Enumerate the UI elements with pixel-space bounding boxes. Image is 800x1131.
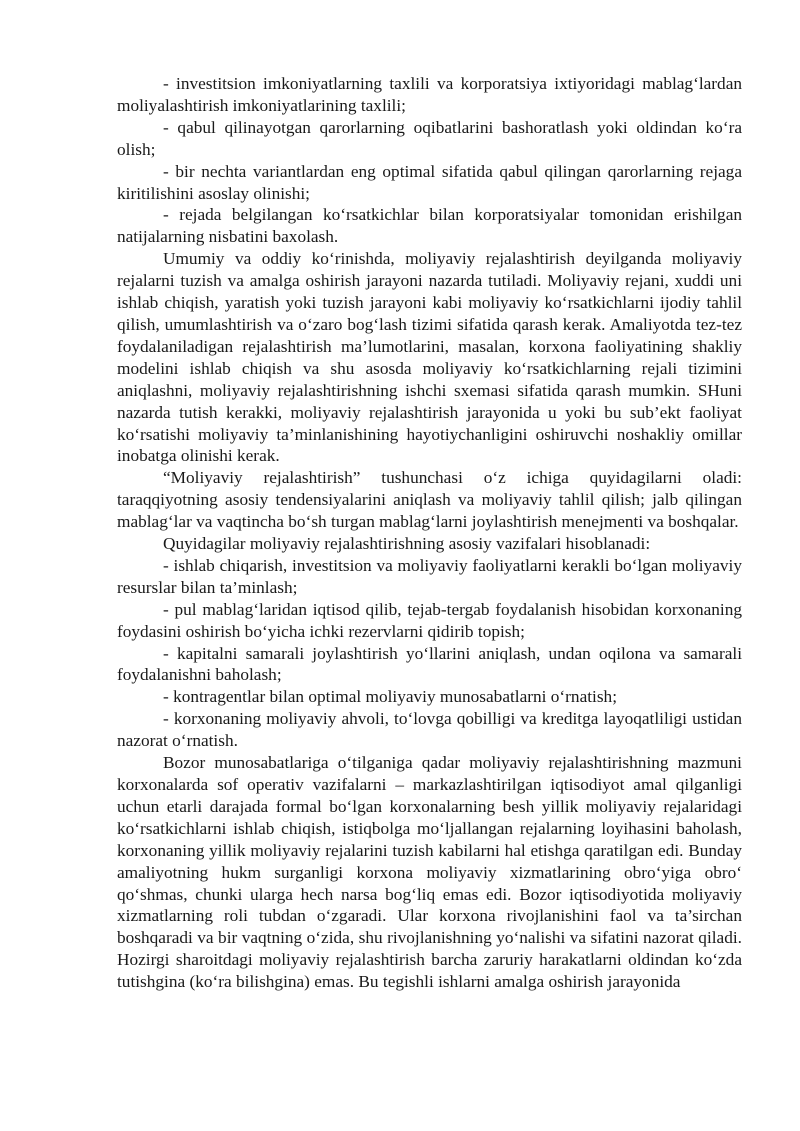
body-paragraph: Bozor munosabatlariga o‘tilganiga qadar moliyaviy rejalashtirishning mazmuni korxonalarda sof operativ vazifalarni – markazlashtirilgan iqtisodiyot amal qilganligi uchun etarli darajada formal bo‘lgan korxonalarning besh yillik moliyaviy rejalaridagi ko‘rsatkichlarni ishlab chiqish, istiqbolga mo‘ljallangan rejalarning loyihasini baholash, korxonaning yillik moliyaviy rejalarini tuzish kabilarni hal etishga qaratilgan edi. Bunday amaliyotning hukm surganligi korxona moliyaviy xizmatlarining obro‘yiga obro‘ qo‘shmas, chunki ularga hech narsa bog‘liq emas edi. Bozor iqtisodiyotida moliyaviy xizmatlarning roli tubdan o‘zgaradi. Ular korxona rivojlanishini faol va ta’sirchan boshqaradi va bir vaqtning o‘zida, shu rivojlanishning yo‘nalishi va sifatini nazorat qiladi. Hozirgi sharoitdagi moliyaviy rejalashtirish barcha zaruriy harakatlarni oldindan ko‘zda tutishgina (ko‘ra bilishgina) emas. Bu tegishli ishlarni amalga oshirish jarayonida xyxy=(117,753,742,992)
list-item: - kapitalni samarali joylashtirish yo‘llarini aniqlash, undan oqilona va samarali foydalanishni baholash; xyxy=(117,643,742,685)
list-item: - rejada belgilangan ko‘rsatkichlar bilan korporatsiyalar tomonidan erishilgan natijalarning nisbatini baxolash. xyxy=(117,205,742,247)
body-paragraph: Umumiy va oddiy ko‘rinishda, moliyaviy rejalashtirish deyilganda moliyaviy rejalarni tuzish va amalga oshirish jarayoni nazarda tutiladi. Moliyaviy rejani, xuddi uni ishlab chiqish, yaratish yoki tuzish jarayoni kabi moliyaviy ko‘rsatkichlarni ijodiy tahlil qilish, umumlashtirish va o‘zaro bog‘lash tizimi sifatida qarash kerak. Amaliyotda tez-tez foydalaniladigan rejalashtirish ma’lumotlarini, masalan, korxona faoliyatining shakliy modelini ishlab chiqish va shu asosda moliyaviy ko‘rsatkichlarning rejali tizimini aniqlashni, moliyaviy rejalashtirishning ishchi sxemasi sifatida qarash mumkin. SHuni nazarda tutish kerakki, moliyaviy rejalashtirish jarayonida u yoki bu sub’ekt faoliyat ko‘rsatishi moliyaviy ta’minlanishining hayotiychanligini oshiruvchi noshakliy omillar inobatga olinishi kerak. xyxy=(117,249,742,466)
list-item: - kontragentlar bilan optimal moliyaviy munosabatlarni o‘rnatish; xyxy=(163,687,618,707)
list-item: - ishlab chiqarish, investitsion va moliyaviy faoliyatlarni kerakli bo‘lgan moliyaviy resurslar bilan ta’minlash; xyxy=(117,555,742,597)
list-item: - investitsion imkoniyatlarning taxlili va korporatsiya ixtiyoridagi mablag‘lardan moliyalashtirish imkoniyatlarining taxlili; xyxy=(117,74,742,115)
list-item: - korxonaning moliyaviy ahvoli, to‘lovga qobilligi va kreditga layoqatliligi ustidan nazorat o‘rnatish. xyxy=(117,709,742,751)
body-paragraph: “Moliyaviy rejalashtirish” tushunchasi o‘z ichiga quyidagilarni oladi: taraqqiyotning asosiy tendensiyalarini aniqlash va moliyaviy tahlil qilish; jalb qilingan mablag‘lar va vaqtincha bo‘sh turgan mablag‘larni joylashtirish menejmenti va boshqalar. xyxy=(117,468,742,532)
list-item: - pul mablag‘laridan iqtisod qilib, tejab-tergab foydalanish hisobidan korxonaning foydasini oshirish bo‘yicha ichki rezervlarni qidirib topish; xyxy=(117,599,742,641)
document-page xyxy=(117,73,742,993)
body-paragraph: Quyidagilar moliyaviy rejalashtirishning asosiy vazifalari hisoblanadi: xyxy=(163,534,651,554)
list-item: - bir nechta variantlardan eng optimal sifatida qabul qilingan qarorlarning rejaga kiritilishini asoslay olinishi; xyxy=(117,161,742,203)
list-item: - qabul qilinayotgan qarorlarning oqibatlarini bashoratlash yoki oldindan ko‘ra olish; xyxy=(117,117,742,159)
